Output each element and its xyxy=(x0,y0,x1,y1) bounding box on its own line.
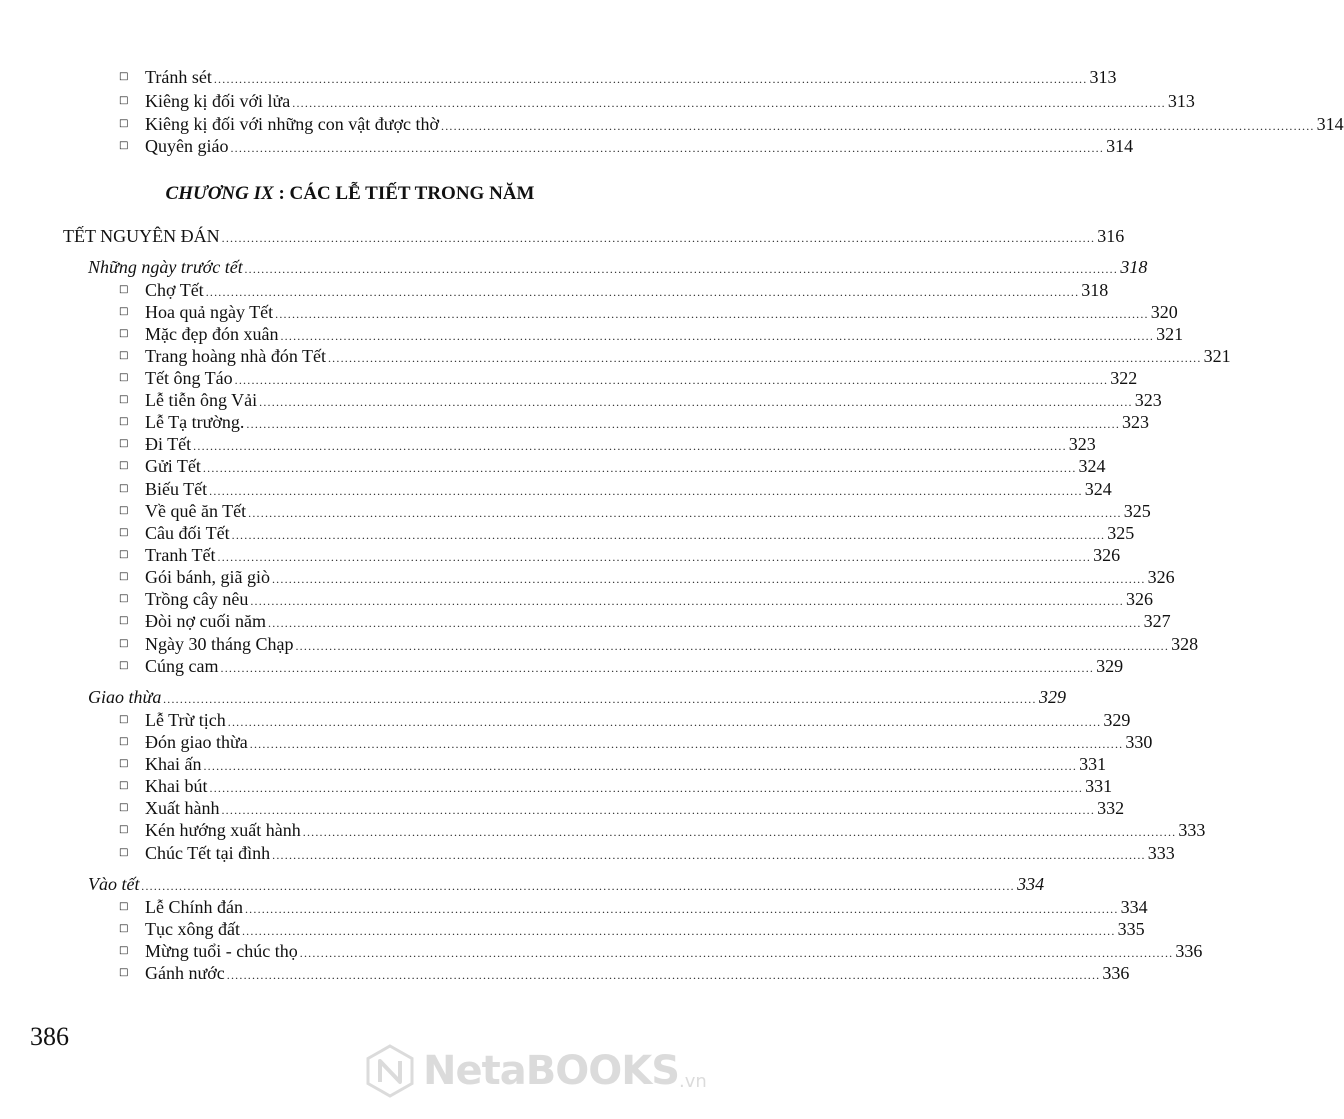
toc-item-page: 331 xyxy=(1085,776,1113,796)
toc-item-label: Lễ Trừ tịch xyxy=(145,710,226,730)
toc-item xyxy=(119,135,1134,157)
toc-item-label: Đòi nợ cuối năm xyxy=(145,611,266,631)
bullet-icon: □ xyxy=(119,824,129,835)
toc-item-label: Ngày 30 tháng Chạp xyxy=(145,634,294,654)
leader-dots xyxy=(193,435,1067,457)
toc-item xyxy=(119,500,1151,522)
toc-item xyxy=(119,819,1206,841)
leader-dots xyxy=(203,457,1077,479)
toc-item-label: Gánh nước xyxy=(145,963,225,983)
toc-item-page: 333 xyxy=(1178,820,1206,840)
toc-item xyxy=(119,962,1130,984)
toc-item-page: 329 xyxy=(1096,656,1124,676)
toc-item-label: Đi Tết xyxy=(145,434,192,454)
bullet-icon: □ xyxy=(119,758,129,769)
toc-item-label: Khai ấn xyxy=(145,754,202,774)
toc-item-label: Lễ tiễn ông Vải xyxy=(145,390,258,410)
leader-dots xyxy=(268,612,1142,634)
toc-item-label: Mừng tuổi - chúc thọ xyxy=(145,941,298,961)
toc-item-page: 326 xyxy=(1125,589,1153,609)
toc-item-label: Khai bút xyxy=(145,776,208,796)
toc-item xyxy=(119,279,1109,301)
chapter-number: CHƯƠNG IX xyxy=(165,183,274,204)
toc-item-page: 325 xyxy=(1107,523,1135,543)
toc-item xyxy=(119,544,1121,566)
bullet-icon: □ xyxy=(119,615,129,626)
toc-item-label: Biếu Tết xyxy=(145,479,208,499)
leader-dots xyxy=(295,635,1169,657)
toc-item-page: 323 xyxy=(1122,412,1150,432)
netabooks-logo-icon xyxy=(363,1044,417,1098)
toc-item-label: Lễ Tạ trường. xyxy=(145,412,245,432)
toc-item-page: 336 xyxy=(1175,941,1203,961)
toc-item xyxy=(119,842,1175,864)
leader-dots xyxy=(272,844,1146,866)
toc-section-label: Những ngày trước tết xyxy=(88,257,243,277)
toc-item-page: 330 xyxy=(1125,732,1153,752)
toc-item xyxy=(119,709,1131,731)
toc-section xyxy=(88,873,1045,895)
toc-item-page: 335 xyxy=(1117,919,1145,939)
toc-section-page: 318 xyxy=(1120,257,1148,277)
toc-item-page: 323 xyxy=(1134,390,1162,410)
leader-dots xyxy=(235,369,1109,391)
leader-dots xyxy=(328,347,1202,369)
toc-item-label: Xuất hành xyxy=(145,798,220,818)
bullet-icon: □ xyxy=(119,714,129,725)
chapter-separator: : xyxy=(273,183,290,204)
toc-item-page: 333 xyxy=(1147,843,1175,863)
toc-item xyxy=(119,323,1184,345)
toc-item xyxy=(119,345,1231,367)
leader-dots xyxy=(163,688,1037,710)
toc-item-page: 313 xyxy=(1167,91,1195,111)
toc-item xyxy=(119,588,1153,610)
toc-item-label: Trang hoàng nhà đón Tết xyxy=(145,346,326,366)
toc-item-page: 326 xyxy=(1093,545,1121,565)
bullet-icon: □ xyxy=(119,328,129,339)
bullet-icon: □ xyxy=(119,945,129,956)
leader-dots xyxy=(210,777,1084,799)
watermark xyxy=(363,1040,707,1102)
toc-item-page: 327 xyxy=(1143,611,1171,631)
toc-item-page: 332 xyxy=(1097,798,1125,818)
toc-item xyxy=(119,411,1150,433)
toc-item xyxy=(119,633,1199,655)
toc-major-entry xyxy=(63,225,1125,247)
leader-dots xyxy=(232,524,1106,546)
bullet-icon: □ xyxy=(119,802,129,813)
leader-dots xyxy=(228,711,1102,733)
leader-dots xyxy=(259,391,1133,413)
chapter-title: CÁC LỄ TIẾT TRONG NĂM xyxy=(289,183,535,204)
toc-item xyxy=(119,522,1135,544)
bullet-icon: □ xyxy=(119,571,129,582)
leader-dots xyxy=(230,137,1104,159)
toc-item xyxy=(119,918,1145,940)
toc-item xyxy=(119,753,1107,775)
toc-item xyxy=(119,433,1096,455)
bullet-icon: □ xyxy=(119,394,129,405)
watermark-suffix: .vn xyxy=(679,1071,707,1092)
bullet-icon: □ xyxy=(119,118,129,129)
leader-dots xyxy=(280,325,1154,347)
bullet-icon: □ xyxy=(119,549,129,560)
toc-item-page: 325 xyxy=(1123,501,1151,521)
toc-section xyxy=(88,256,1148,278)
toc-section-label: Vào tết xyxy=(88,874,140,894)
leader-dots xyxy=(248,502,1122,524)
toc-item-label: Về quê ăn Tết xyxy=(145,501,247,521)
bullet-icon: □ xyxy=(119,923,129,934)
bullet-icon: □ xyxy=(119,780,129,791)
toc-item-page: 336 xyxy=(1102,963,1130,983)
bullet-icon: □ xyxy=(119,527,129,538)
leader-dots xyxy=(142,875,1016,897)
bullet-icon: □ xyxy=(119,71,129,82)
toc-item-page: 320 xyxy=(1150,302,1178,322)
bullet-icon: □ xyxy=(119,660,129,671)
leader-dots xyxy=(245,258,1119,280)
toc-item-label: Kén hướng xuất hành xyxy=(145,820,301,840)
toc-item-page: 334 xyxy=(1120,897,1148,917)
toc-item-label: Tránh sét xyxy=(145,67,212,87)
toc-item xyxy=(119,731,1153,753)
toc-item-label: Gói bánh, giã giò xyxy=(145,567,270,587)
toc-section-page: 334 xyxy=(1017,874,1045,894)
bullet-icon: □ xyxy=(119,306,129,317)
toc-item xyxy=(119,775,1113,797)
toc-item-page: 328 xyxy=(1171,634,1199,654)
toc-item-page: 331 xyxy=(1079,754,1107,774)
toc-item-label: Kiêng kị đối với lửa xyxy=(145,91,291,111)
toc-item-label: Lễ Chính đán xyxy=(145,897,243,917)
bullet-icon: □ xyxy=(119,736,129,747)
leader-dots xyxy=(300,942,1174,964)
toc-item-page: 314 xyxy=(1106,136,1134,156)
bullet-icon: □ xyxy=(119,483,129,494)
leader-dots xyxy=(209,480,1083,502)
leader-dots xyxy=(275,303,1149,325)
leader-dots xyxy=(221,799,1095,821)
chapter-heading xyxy=(0,183,700,205)
toc-item xyxy=(119,455,1106,477)
bullet-icon: □ xyxy=(119,505,129,516)
toc-item xyxy=(119,478,1112,500)
toc-item xyxy=(119,66,1117,88)
toc-item-label: Trồng cây nêu xyxy=(145,589,249,609)
toc-item xyxy=(119,113,1344,135)
bullet-icon: □ xyxy=(119,95,129,106)
toc-item-label: Mặc đẹp đón xuân xyxy=(145,324,279,344)
page-number: 386 xyxy=(30,1022,69,1051)
toc-section-label: Giao thừa xyxy=(88,687,162,707)
leader-dots xyxy=(214,68,1088,90)
toc-item-label: Đón giao thừa xyxy=(145,732,248,752)
toc-major-label: TẾT NGUYÊN ĐÁN xyxy=(63,226,220,246)
toc-item xyxy=(119,389,1162,411)
toc-item-page: 321 xyxy=(1203,346,1231,366)
bullet-icon: □ xyxy=(119,638,129,649)
leader-dots xyxy=(218,546,1092,568)
toc-item-label: Quyên giáo xyxy=(145,136,229,156)
leader-dots xyxy=(245,898,1119,920)
toc-item-label: Cúng cam xyxy=(145,656,219,676)
toc-item-label: Tết ông Táo xyxy=(145,368,233,388)
toc-item-page: 314 xyxy=(1316,114,1344,134)
toc-item xyxy=(119,655,1124,677)
toc-item xyxy=(119,90,1195,112)
toc-item-label: Câu đối Tết xyxy=(145,523,230,543)
toc-section xyxy=(88,686,1066,708)
bullet-icon: □ xyxy=(119,350,129,361)
toc-item xyxy=(119,367,1138,389)
bullet-icon: □ xyxy=(119,593,129,604)
toc-item-page: 313 xyxy=(1089,67,1117,87)
toc-item xyxy=(119,610,1171,632)
bullet-icon: □ xyxy=(119,460,129,471)
bullet-icon: □ xyxy=(119,372,129,383)
toc-item-page: 324 xyxy=(1084,479,1112,499)
toc-item-page: 321 xyxy=(1156,324,1184,344)
toc-major-page: 316 xyxy=(1097,226,1125,246)
leader-dots xyxy=(441,115,1315,137)
leader-dots xyxy=(250,733,1124,755)
bullet-icon: □ xyxy=(119,847,129,858)
toc-item-page: 322 xyxy=(1110,368,1138,388)
leader-dots xyxy=(221,657,1095,679)
toc-item-label: Chợ Tết xyxy=(145,280,204,300)
toc-item-label: Kiêng kị đối với những con vật được thờ xyxy=(145,114,440,134)
bullet-icon: □ xyxy=(119,284,129,295)
toc-item-page: 326 xyxy=(1147,567,1175,587)
toc-item-page: 318 xyxy=(1081,280,1109,300)
toc-item-page: 323 xyxy=(1068,434,1096,454)
toc-item-label: Tục xông đất xyxy=(145,919,240,939)
bullet-icon: □ xyxy=(119,416,129,427)
leader-dots xyxy=(206,281,1080,303)
toc-item xyxy=(119,940,1203,962)
toc-item-page: 324 xyxy=(1078,456,1106,476)
toc-item xyxy=(119,566,1175,588)
toc-item-label: Hoa quả ngày Tết xyxy=(145,302,274,322)
leader-dots xyxy=(203,755,1077,777)
leader-dots xyxy=(227,964,1101,986)
leader-dots xyxy=(222,227,1096,249)
leader-dots xyxy=(250,590,1124,612)
toc-item xyxy=(119,301,1178,323)
bullet-icon: □ xyxy=(119,967,129,978)
bullet-icon: □ xyxy=(119,438,129,449)
toc-item-label: Gửi Tết xyxy=(145,456,201,476)
leader-dots xyxy=(272,568,1146,590)
toc-item-label: Chúc Tết tại đình xyxy=(145,843,271,863)
bullet-icon: □ xyxy=(119,901,129,912)
bullet-icon: □ xyxy=(119,140,129,151)
watermark-text: NetaBOOKS xyxy=(423,1048,680,1094)
toc-item xyxy=(119,797,1125,819)
toc-item-label: Tranh Tết xyxy=(145,545,216,565)
toc-item xyxy=(119,896,1148,918)
toc-section-page: 329 xyxy=(1038,687,1066,707)
leader-dots xyxy=(303,821,1177,843)
leader-dots xyxy=(242,920,1116,942)
toc-item-page: 329 xyxy=(1103,710,1131,730)
leader-dots xyxy=(292,92,1166,114)
leader-dots xyxy=(246,413,1120,435)
